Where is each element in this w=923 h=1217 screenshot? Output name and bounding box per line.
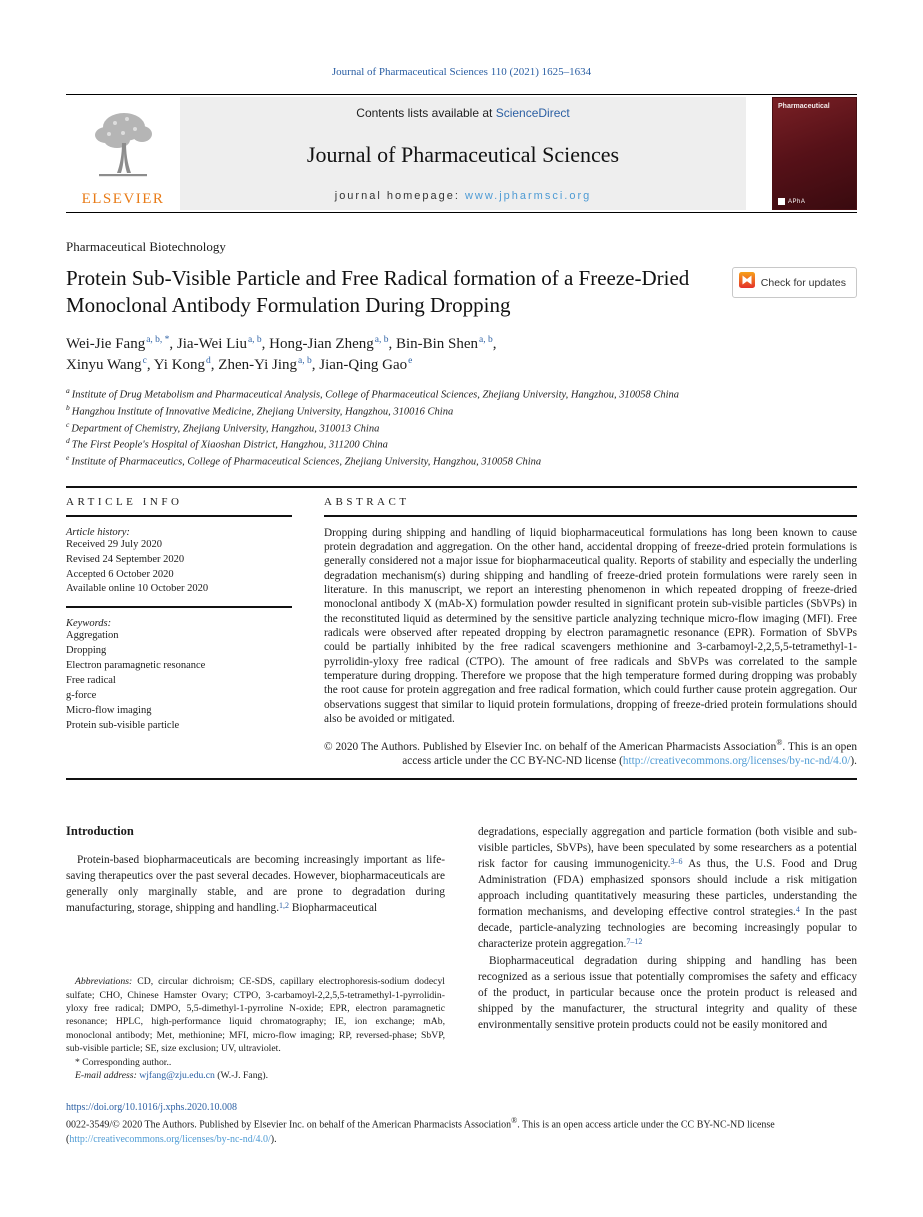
author-affiliation-marks: c — [142, 356, 147, 367]
history-accepted: Accepted 6 October 2020 — [66, 568, 174, 580]
affiliation: $^c$ Department of Chemistry, Zhejiang University, Hangzhou, 310013 China — [66, 419, 380, 435]
section-divider — [66, 778, 857, 780]
elsevier-logo[interactable] — [66, 97, 180, 210]
affiliation: $^b$ Hangzhou Institute of Innovative Medicine, Zhejiang University, Hangzhou, 310016 China — [66, 402, 454, 418]
left-text-column — [66, 824, 445, 1082]
introduction-section — [66, 824, 857, 1082]
banner-spacer — [746, 97, 772, 210]
intro-paragraph-1: Protein-based biopharmaceuticals are becoming increasingly important as life-saving therapeutics over the past several decades. However, biopharmaceuticals are generally only marginally stable, and are prone to degradation during manufacturing, storage, shipping and handling.$^{1,2}$ Biopharmaceutical — [66, 854, 445, 915]
keyword: g-force — [66, 689, 97, 701]
contents-lists-text: Contents lists available at — [356, 106, 496, 120]
keyword: Dropping — [66, 645, 107, 657]
history-revised: Revised 24 September 2020 — [66, 553, 185, 565]
journal-homepage-line — [335, 190, 592, 202]
introduction-heading: Introduction — [66, 824, 134, 839]
license-link[interactable]: http://creativecommons.org/licenses/by-nc-nd/4.0/ — [622, 754, 851, 767]
author: Zhen-Yi Jing$^{a, b}$, — [218, 356, 320, 374]
registered-mark: ® — [511, 1116, 518, 1126]
cover-publisher-badge — [778, 198, 851, 205]
article-info-column — [66, 496, 292, 769]
abstract-text: Dropping during shipping and handling of liquid biopharmaceutical formulations has long been known to cause protein degradation and aggregation. On the other hand, accidental dropping of freeze-dried protein formulations is generally considered not a major issue for biopharmaceutical quality. Reports of stability and especially the underling degradation mechanism(s) during shipping and handling of freeze-dried protein formulations were rarely seen in literature. In this manuscript, we report an interesting phenomenon in which repeated dropping of freeze-dried monoclonal antibody X (mAb-X) formulation powder resulted in significant protein sub-visible particles (SbVPs) in the reconstituted liquid as determined by the sensitive particle analyzing technique micro-flow imaging (MFI). Free radicals were observed after repeated dropping by electron paramagnetic resonance (EPR). Formation of SbVPs could be partially inhibited by the free radical scavengers methionine and 3-carbamoyl-2,2,5,5-tetramethyl-1-pyrrolidin-yloxy free radical (CTPO). The amount of free radicals and SbVPs was correlated to the sample temperature during dropping. Therefore we propose that the high temperature formed during dropping was probably the root cause for protein aggregation and free radical formation, which could further cause protein aggregation. Our observations suggest that similar to liquid protein formulations, dropping of freeze-dried protein formulations should also be avoided or mitigated. — [324, 526, 857, 726]
article-history-label: Article history: — [66, 526, 130, 538]
sciencedirect-link[interactable]: ScienceDirect — [495, 106, 570, 120]
author-affiliation-marks: a, b — [247, 334, 262, 345]
history-rule — [66, 606, 292, 608]
article-section-label: Pharmaceutical Biotechnology — [66, 239, 226, 254]
check-for-updates-label: Check for updates — [760, 276, 846, 289]
copyright-line: 0022-3549/© 2020 The Authors. Published by Elsevier Inc. on behalf of the American Pharmacists Association®. This is an open access article under the CC BY-NC-ND license (http://creativecommons.org/licenses/by-nc-nd/4.0/). — [66, 1116, 775, 1145]
author: Yi Kong$^d$, — [153, 356, 219, 374]
author: Jian-Qing Gao$^e$ — [319, 356, 413, 374]
affiliation: $^d$ The First People's Hospital of Xiaoshan District, Hangzhou, 311200 China — [66, 436, 388, 451]
keyword: Electron paramagnetic resonance — [66, 660, 206, 672]
author-email-link[interactable]: wjfang@zju.edu.cn — [139, 1069, 215, 1081]
author-list — [66, 334, 857, 378]
author-affiliation-marks: a, b — [298, 356, 312, 367]
right-text-column — [478, 824, 857, 1082]
author-line-2 — [66, 355, 857, 377]
reference-link[interactable]: 7–12 — [626, 936, 643, 946]
journal-cover-thumbnail[interactable] — [772, 97, 857, 210]
keyword: Aggregation — [66, 630, 119, 642]
check-for-updates-button[interactable] — [732, 267, 857, 298]
keyword: Free radical — [66, 675, 116, 687]
corresponding-author-footnote: * Corresponding author.. — [75, 1056, 172, 1068]
doi-link[interactable]: https://doi.org/10.1016/j.xphs.2020.10.008 — [66, 1102, 237, 1114]
journal-header-banner — [66, 94, 857, 213]
abstract-copyright: © 2020 The Authors. Published by Elsevier Inc. on behalf of the American Pharmacists Association®. This is an open access article under the CC BY-NC-ND license (http://creativecommons.org/licenses/by-nc-nd/4.0/). — [324, 737, 857, 767]
author: Hong-Jian Zheng$^{a, b}$, — [269, 334, 396, 352]
author-affiliation-marks: a, b — [374, 334, 389, 345]
footnotes — [66, 961, 445, 1082]
homepage-label: journal homepage: — [334, 190, 465, 202]
article-title: Protein Sub-Visible Particle and Free Radical formation of a Freeze-Dried Monoclonal Antibody Formulation During Dropping — [66, 266, 690, 318]
apha-logo-icon — [778, 198, 785, 205]
elsevier-tree-icon — [87, 107, 159, 190]
reference-link[interactable]: 3–6 — [670, 856, 683, 866]
abstract-heading: ABSTRACT — [324, 495, 410, 508]
journal-citation-link[interactable]: Journal of Pharmaceutical Sciences 110 (2021) 1625–1634 — [331, 66, 592, 78]
author: Bin-Bin Shen$^{a, b}$, — [395, 334, 497, 352]
keyword: Protein sub-visible particle — [66, 719, 180, 731]
reference-link[interactable]: 1,2 — [279, 900, 290, 910]
author-affiliation-marks: d — [206, 356, 211, 367]
author: Xinyu Wang$^c$, — [66, 356, 154, 374]
email-footnote: E-mail address: wjfang@zju.edu.cn (W.-J. Fang). — [75, 1069, 269, 1081]
author-affiliation-marks: e — [408, 356, 413, 367]
reference-link[interactable]: 4 — [795, 904, 800, 914]
info-abstract-section — [66, 488, 857, 769]
homepage-link[interactable]: www.jpharmsci.org — [464, 190, 592, 202]
author-line-1 — [66, 334, 857, 356]
affiliation-list — [66, 386, 857, 470]
keyword: Micro-flow imaging — [66, 704, 152, 716]
abbreviations-footnote: Abbreviations: CD, circular dichroism; CE-SDS, capillary electrophoresis-sodium dodecyl sulfate; CHO, Chinese Hamster Ovary; CTPO, 3-carbamoyl-2,2,5,5-tetramethyl-1-pyrrolidin-yloxy free radical; DMPO, 5,5-dimethyl-1-pyrroline N-oxide; EPR, electron paramagnetic resonance; HPLC, high-performance liquid chromatography; IE, ion exchange; mAb, monoclonal antibody; Met, methionine; MFI, micro-flow imaging; RP, reversed-phase; SbVP, sub-visible particle; SE, size exclusion; UV, ultraviolet. — [66, 976, 445, 1055]
registered-mark: ® — [776, 737, 783, 747]
banner-row — [66, 97, 857, 210]
heading-rule — [66, 515, 292, 517]
apha-label: APhA — [788, 198, 806, 205]
intro-paragraph-1-continued: degradations, especially aggregation and particle formation (both visible and sub-visible particles, SbVPs), have been speculated by some researchers as a potential risk factor for causing immunogenicity.$^{3-6}$ As thus, the U.S. Food and Drug Administration (FDA) emphasized sponsors should include a risk mitigation approach including quantitatively measuring these particles, understanding the formation mechanisms, and developing effective control strategies.$^4$ In the past decade, particle-analyzing technologies are becoming increasingly popular to characterize protein aggregation.$^{7-12}$ — [478, 826, 857, 951]
title-block — [66, 265, 857, 320]
elsevier-wordmark: ELSEVIER — [81, 191, 165, 207]
keywords-label: Keywords: — [66, 618, 112, 630]
affiliation: $^e$ Institute of Pharmaceutics, College of Pharmaceutical Sciences, Zhejiang University, Hangzhou, 310058 China — [66, 452, 542, 468]
page-footer — [66, 1102, 857, 1147]
intro-paragraph-2: Biopharmaceutical degradation during shipping and handling has been recognized as a serious issue that potentially compromises the safety and efficacy of the product, in particular because once the protein product is released and shipped by the manufacturer, the structural integrity and quality of these environmentally sensitive protein products could not be easily monitored and — [478, 954, 857, 1031]
cover-journal-name: Pharmaceutical — [778, 103, 830, 110]
author-affiliation-marks: a, b — [479, 334, 493, 345]
author-affiliation-marks: a, b, * — [146, 334, 170, 345]
author: Wei-Jie Fang$^{a, b, *}$, — [66, 334, 177, 352]
banner-center — [180, 97, 746, 210]
doi-line — [66, 1102, 857, 1113]
license-link[interactable]: http://creativecommons.org/licenses/by-nc-nd/4.0/ — [69, 1133, 271, 1145]
history-available: Available online 10 October 2020 — [66, 583, 209, 595]
crossmark-icon — [739, 272, 755, 293]
affiliation: $^a$ Institute of Drug Metabolism and Pharmaceutical Analysis, College of Pharmaceutical Sciences, Zhejiang University, Hangzhou, 310058 China — [66, 386, 680, 401]
abstract-column — [324, 496, 857, 769]
journal-title: Journal of Pharmaceutical Sciences — [306, 142, 620, 167]
history-received: Received 29 July 2020 — [66, 538, 162, 550]
contents-lists-line — [356, 106, 569, 120]
article-info-heading: ARTICLE INFO — [66, 495, 183, 508]
author: Jia-Wei Liu$^{a, b}$, — [176, 334, 270, 352]
heading-rule — [324, 515, 857, 517]
